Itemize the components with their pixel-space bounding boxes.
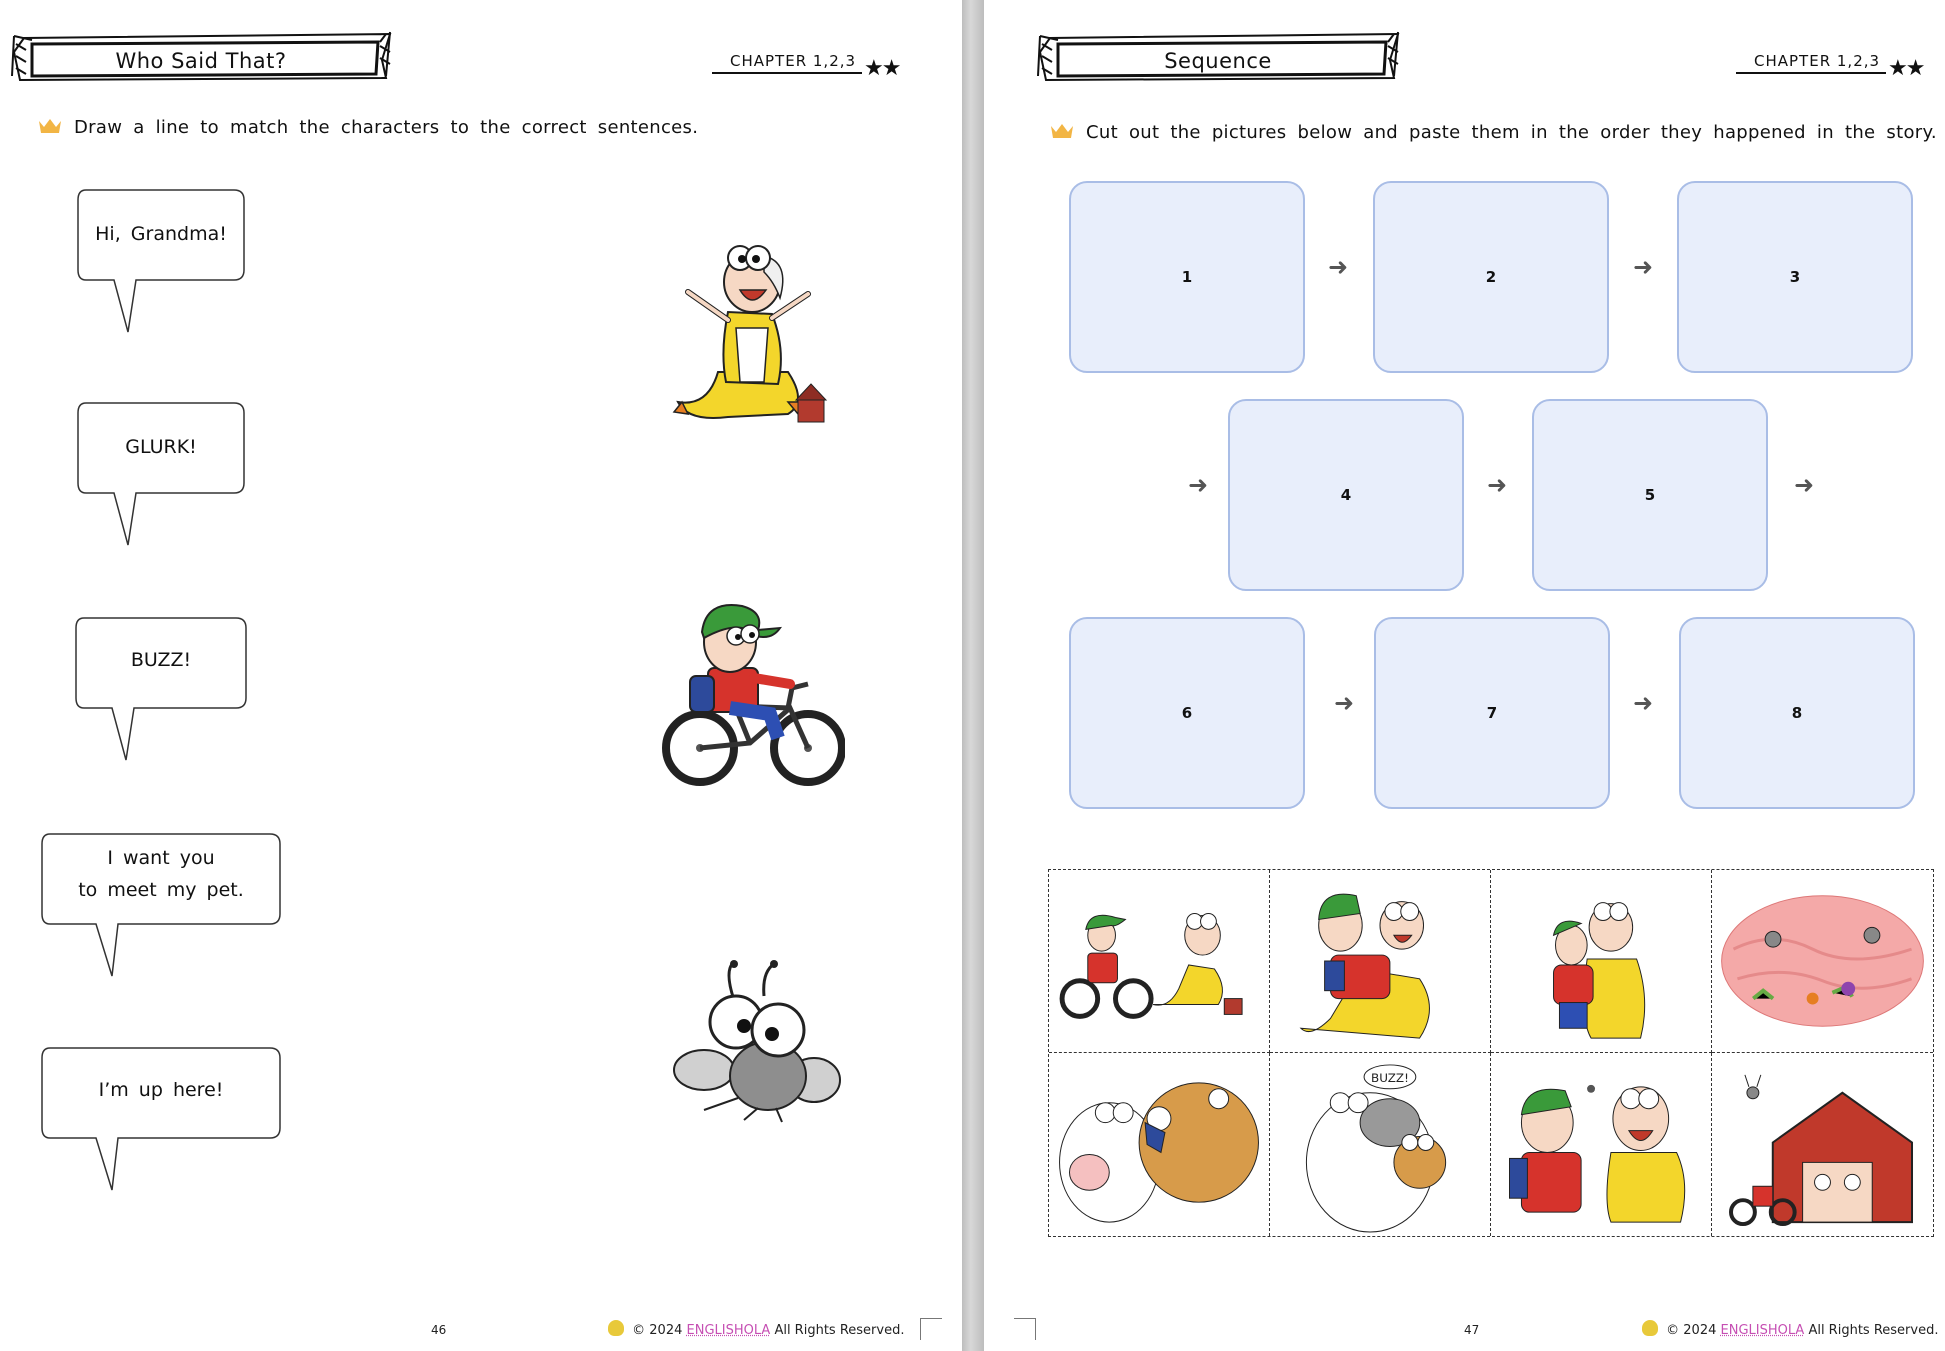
chapter-label: CHAPTER 1,2,3 — [712, 52, 862, 74]
crown-icon — [38, 118, 62, 134]
page-title: Sequence — [1164, 49, 1272, 73]
grandma-character — [668, 232, 838, 432]
page-number: 46 — [431, 1323, 447, 1337]
difficulty-stars: ★★ — [1888, 56, 1924, 81]
owl-logo-icon — [1642, 1320, 1658, 1336]
sequence-box[interactable]: 6 — [1069, 617, 1305, 809]
owl-logo-icon — [608, 1320, 624, 1336]
cutout-picture[interactable] — [1270, 1053, 1491, 1236]
sequence-box[interactable]: 5 — [1532, 399, 1768, 591]
sequence-box[interactable]: 8 — [1679, 617, 1915, 809]
boy-on-bike-character — [660, 598, 845, 788]
boy-and-grandma-fly-image — [1491, 1053, 1711, 1236]
chapter-label: CHAPTER 1,2,3 — [1736, 52, 1886, 74]
footer — [1642, 1320, 1938, 1338]
sequence-box[interactable]: 2 — [1373, 181, 1609, 373]
cutout-picture[interactable] — [1049, 1053, 1270, 1236]
crop-mark — [1014, 1318, 1036, 1340]
instruction-text: Draw a line to match the characters to the correct sentences. — [74, 117, 699, 138]
cutout-picture[interactable] — [1491, 1053, 1712, 1236]
page-number: 47 — [1464, 1323, 1480, 1337]
title-banner — [1036, 30, 1400, 88]
page-gutter — [962, 0, 984, 1351]
copyright: © 2024 — [1666, 1323, 1717, 1338]
instruction — [1050, 122, 1937, 143]
rights-text: All Rights Reserved. — [774, 1323, 905, 1338]
speech-bubble — [76, 401, 246, 547]
rights-text: All Rights Reserved. — [1808, 1323, 1939, 1338]
instruction — [38, 117, 698, 138]
title-banner — [10, 30, 392, 88]
bubble-text: I’m up here! — [98, 1079, 224, 1101]
sequence-box[interactable]: 1 — [1069, 181, 1305, 373]
boy-hugs-grandma-image — [1270, 870, 1490, 1052]
difficulty-stars: ★★ — [864, 56, 900, 81]
fly-character — [664, 960, 842, 1130]
sequence-box[interactable]: 3 — [1677, 181, 1913, 373]
brand-name: ENGLISHOLA — [1720, 1323, 1805, 1338]
speech-bubble — [74, 616, 248, 762]
arrow-right-icon: ➜ — [1794, 471, 1815, 499]
grandma-hugs-boy-image — [1491, 870, 1711, 1052]
buzz-text: BUZZ! — [1371, 1070, 1409, 1085]
sequence-box[interactable]: 4 — [1228, 399, 1464, 591]
cutout-picture[interactable] — [1049, 870, 1270, 1053]
copyright: © 2024 — [632, 1323, 683, 1338]
cutout-picture[interactable] — [1712, 1053, 1933, 1236]
speech-bubble — [40, 832, 282, 978]
arrow-right-icon: ➜ — [1188, 471, 1209, 499]
bubble-text: I want you — [107, 847, 215, 869]
inside-stomach-image — [1712, 870, 1933, 1052]
worksheet-page-right — [984, 0, 1945, 1351]
arrow-right-icon: ➜ — [1334, 689, 1355, 717]
bubble-text: to meet my pet. — [78, 879, 244, 901]
arrow-right-icon: ➜ — [1633, 253, 1654, 281]
bubble-text: Hi, Grandma! — [95, 223, 227, 245]
footer — [608, 1320, 904, 1338]
cutout-grid — [1048, 869, 1934, 1237]
cutout-picture[interactable] — [1712, 870, 1933, 1053]
arrow-right-icon: ➜ — [1328, 253, 1349, 281]
speech-bubble — [40, 1046, 282, 1192]
farm-animals-image — [1049, 1053, 1269, 1236]
worksheet-page-left — [0, 0, 962, 1351]
instruction-text: Cut out the pictures below and paste them in the order they happened in the story. — [1086, 122, 1937, 143]
cutout-picture[interactable] — [1491, 870, 1712, 1053]
sequence-box[interactable]: 7 — [1374, 617, 1610, 809]
bubble-text: BUZZ! — [130, 649, 192, 671]
brand-name: ENGLISHOLA — [686, 1323, 771, 1338]
crown-icon — [1050, 123, 1074, 139]
arrow-right-icon: ➜ — [1633, 689, 1654, 717]
speech-bubble — [76, 188, 246, 334]
cutout-picture[interactable] — [1270, 870, 1491, 1053]
barn-with-bike-image — [1712, 1053, 1933, 1236]
crop-mark — [920, 1318, 942, 1340]
page-title: Who Said That? — [115, 49, 287, 73]
boy-bike-and-grandma-image — [1049, 870, 1269, 1052]
animals-buzz-image — [1270, 1053, 1490, 1236]
bubble-text: GLURK! — [125, 436, 197, 458]
arrow-right-icon: ➜ — [1487, 471, 1508, 499]
